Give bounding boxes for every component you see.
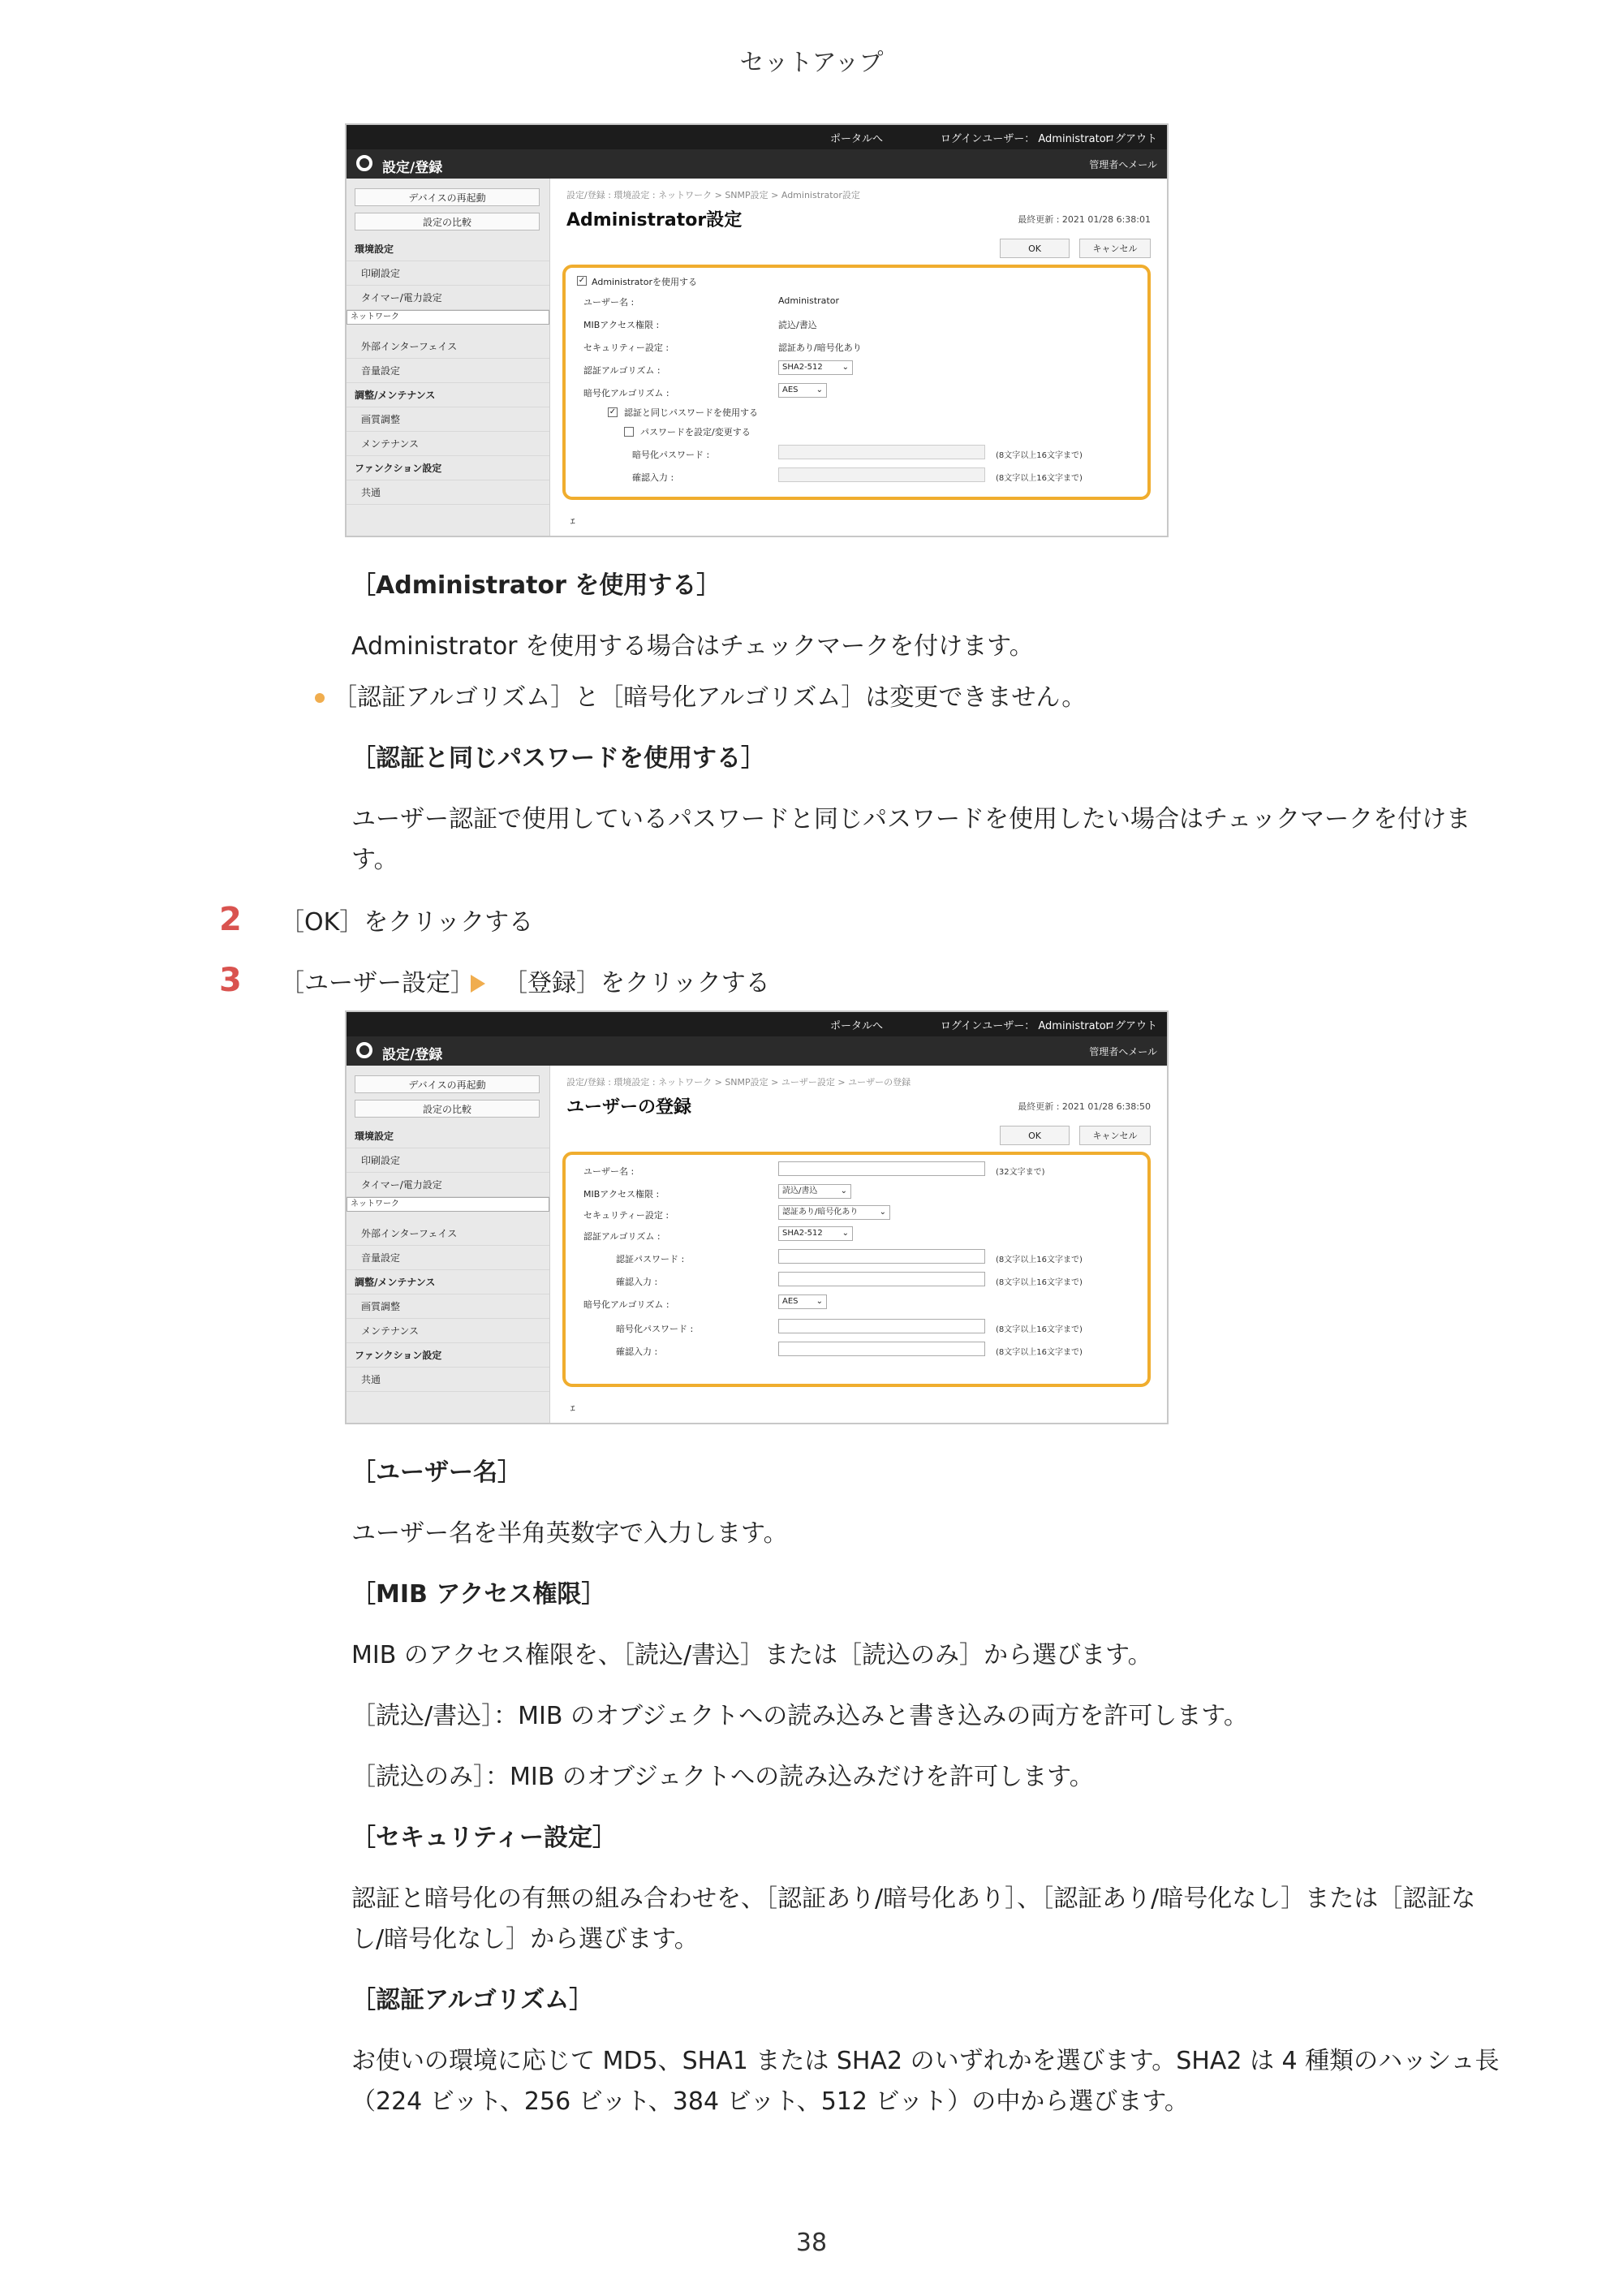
login-user: ログインユーザー： Administrator bbox=[940, 1020, 1110, 1032]
chevron-down-icon: ⌄ bbox=[842, 1229, 849, 1238]
title-bar bbox=[347, 1036, 1167, 1066]
enc-algorithm-select[interactable] bbox=[778, 1294, 827, 1309]
arrow-right-icon bbox=[471, 975, 485, 993]
desc-line: お使いの環境に応じて MD5、SHA1 または SHA2 のいずれかを選びます。SHA2 は 4 種類のハッシュ長（224 ビット、256 ビット、384 ビット、512 ビット）の中から選びます。 bbox=[351, 2047, 1500, 2116]
mib-access-value: 読込/書込 bbox=[778, 320, 817, 330]
auth-password-label: 認証パスワード : bbox=[616, 1254, 685, 1264]
gear-icon bbox=[356, 155, 372, 171]
password-note: (8文字以上16文字まで) bbox=[996, 474, 1083, 483]
desc-line: ［読込/書込］：MIB のオブジェクトへの読み込みと書き込みの両方を許可します。 bbox=[351, 1702, 1248, 1730]
auth-algorithm-select[interactable] bbox=[778, 360, 853, 375]
same-password-label: 認証と同じパスワードを使用する bbox=[624, 407, 758, 418]
portal-link[interactable]: ポータルへ bbox=[829, 133, 883, 145]
enc-password-label: 暗号化パスワード : bbox=[632, 450, 710, 460]
logout-link[interactable]: ログアウト bbox=[1104, 133, 1157, 145]
note-bullet-text: ［認証アルゴリズム］と［暗号化アルゴリズム］は変更できません。 bbox=[333, 683, 1087, 712]
use-admin-checkbox[interactable]: ✓ bbox=[578, 276, 586, 285]
confirm-enc-password-input[interactable] bbox=[778, 1342, 985, 1356]
select-value: SHA2-512 bbox=[782, 363, 823, 372]
page-number: 38 bbox=[795, 2229, 828, 2257]
last-updated: 最終更新 : 2021 01/28 6:38:01 bbox=[1018, 214, 1151, 225]
password-note: (8文字以上16文字まで) bbox=[996, 1256, 1083, 1264]
step-text-part-a: ［ユーザー設定］ bbox=[280, 969, 475, 997]
main-panel bbox=[550, 1066, 1167, 1423]
field-label: 暗号化アルゴリズム : bbox=[583, 388, 669, 398]
security-label: セキュリティー設定 : bbox=[583, 1210, 669, 1221]
logout-link[interactable]: ログアウト bbox=[1104, 1020, 1157, 1032]
same-password-checkbox[interactable]: ✓ bbox=[609, 407, 617, 416]
step-text: ［OK］をクリックする bbox=[280, 908, 534, 937]
desc-heading-security: ［セキュリティー設定］ bbox=[351, 1824, 617, 1852]
user-name-input[interactable] bbox=[778, 1161, 985, 1176]
enc-algorithm-label: 暗号化アルゴリズム : bbox=[583, 1299, 669, 1310]
portal-link[interactable]: ポータルへ bbox=[829, 1020, 883, 1032]
security-select[interactable] bbox=[778, 1205, 890, 1220]
sidebar-section-maintenance: 調整/メンテナンス bbox=[347, 383, 549, 407]
auth-password-input[interactable] bbox=[778, 1249, 985, 1264]
enc-password-input[interactable] bbox=[778, 445, 985, 459]
mib-access-label: MIBアクセス権限 : bbox=[583, 1189, 660, 1200]
field-label: 認証アルゴリズム : bbox=[583, 365, 661, 376]
user-name-value: Administrator bbox=[778, 295, 839, 306]
app-title: 設定/登録 bbox=[382, 160, 443, 176]
highlight-frame bbox=[562, 265, 1151, 500]
select-value: SHA2-512 bbox=[782, 1229, 823, 1238]
confirm-auth-password-input[interactable] bbox=[778, 1272, 985, 1286]
page-title: Administrator設定 bbox=[566, 210, 743, 230]
section-body-same-password: ユーザー認証で使用しているパスワードと同じパスワードを使用したい場合はチェックマークを付けます。 bbox=[351, 805, 1471, 874]
breadcrumb: 設定/登録 : 環境設定 : ネットワーク > SNMP設定 > Administrator設定 bbox=[566, 190, 860, 200]
sidebar-section-maintenance: 調整/メンテナンス bbox=[347, 1270, 549, 1294]
security-value: 認証あり/暗号化あり bbox=[778, 342, 862, 353]
app-title: 設定/登録 bbox=[382, 1047, 443, 1063]
desc-heading-mib-access: ［MIB アクセス権限］ bbox=[351, 1580, 606, 1609]
set-password-label: パスワードを設定/変更する bbox=[640, 427, 751, 437]
admin-mail-link[interactable]: 管理者へメール bbox=[1089, 159, 1157, 170]
select-value: 読込/書込 bbox=[782, 1187, 818, 1195]
bullet-icon bbox=[315, 693, 325, 703]
desc-line: ユーザー名を半角英数字で入力します。 bbox=[351, 1519, 788, 1548]
sidebar-item-image-quality[interactable]: 画質調整 bbox=[347, 1294, 549, 1319]
sidebar-item-network[interactable]: ネットワーク bbox=[347, 1197, 549, 1212]
auth-algorithm-label: 認証アルゴリズム : bbox=[583, 1231, 661, 1242]
user-name-note: (32文字まで) bbox=[996, 1168, 1045, 1177]
step-number: 2 bbox=[219, 901, 242, 938]
password-note: (8文字以上16文字まで) bbox=[996, 1348, 1083, 1357]
breadcrumb: 設定/登録 : 環境設定 : ネットワーク > SNMP設定 > ユーザー設定 > ユーザーの登録 bbox=[566, 1077, 911, 1088]
section-body-use-admin: Administrator を使用する場合はチェックマークを付けます。 bbox=[351, 632, 1034, 661]
sidebar-section-function: ファンクション設定 bbox=[347, 456, 549, 480]
select-value: AES bbox=[782, 1297, 799, 1306]
chevron-down-icon: ⌄ bbox=[840, 1187, 847, 1195]
compare-settings-button[interactable]: 設定の比較 bbox=[355, 1100, 540, 1118]
password-note: (8文字以上16文字まで) bbox=[996, 1278, 1083, 1287]
password-note: (8文字以上16文字まで) bbox=[996, 451, 1083, 460]
set-password-checkbox[interactable] bbox=[624, 427, 634, 437]
sidebar-item-print[interactable]: 印刷設定 bbox=[347, 1148, 549, 1173]
sidebar-item-timer[interactable]: タイマー/電力設定 bbox=[347, 286, 549, 310]
section-heading-use-admin: ［Administrator を使用する］ bbox=[351, 571, 721, 600]
admin-mail-link[interactable]: 管理者へメール bbox=[1089, 1046, 1157, 1058]
footer-mark: ｴ bbox=[570, 1403, 575, 1414]
desc-line: 認証と暗号化の有無の組み合わせを、［認証あり/暗号化あり］、［認証あり/暗号化なし］または［認証なし/暗号化なし］から選びます。 bbox=[351, 1885, 1476, 1954]
field-label: MIBアクセス権限 : bbox=[583, 320, 660, 330]
cancel-button[interactable]: キャンセル bbox=[1079, 1126, 1151, 1145]
enc-algorithm-select[interactable] bbox=[778, 383, 827, 398]
mib-access-select[interactable] bbox=[778, 1184, 851, 1199]
confirm-label: 確認入力 : bbox=[616, 1346, 658, 1357]
top-bar bbox=[347, 125, 1167, 149]
sidebar-item-maintenance[interactable]: メンテナンス bbox=[347, 432, 549, 456]
sidebar-section-function: ファンクション設定 bbox=[347, 1343, 549, 1368]
desc-line: MIB のアクセス権限を、［読込/書込］または［読込のみ］から選びます。 bbox=[351, 1641, 1152, 1669]
chevron-down-icon: ⌄ bbox=[879, 1208, 886, 1217]
field-label: ユーザー名 : bbox=[583, 297, 635, 308]
password-note: (8文字以上16文字まで) bbox=[996, 1325, 1083, 1334]
confirm-label: 確認入力 : bbox=[632, 472, 674, 483]
top-bar bbox=[347, 1012, 1167, 1036]
last-updated: 最終更新 : 2021 01/28 6:38:50 bbox=[1018, 1101, 1151, 1112]
enc-password-input[interactable] bbox=[778, 1319, 985, 1333]
page-title: ユーザーの登録 bbox=[566, 1097, 692, 1118]
sidebar-item-volume[interactable]: 音量設定 bbox=[347, 359, 549, 383]
main-panel bbox=[550, 179, 1167, 536]
gear-icon bbox=[356, 1042, 372, 1058]
ok-button[interactable]: OK bbox=[1000, 1126, 1070, 1145]
sidebar bbox=[347, 179, 550, 536]
restart-device-button[interactable]: デバイスの再起動 bbox=[355, 1075, 540, 1093]
login-user: ログインユーザー： Administrator bbox=[940, 133, 1110, 145]
step-number: 3 bbox=[219, 962, 242, 999]
sidebar-item-print[interactable]: 印刷設定 bbox=[347, 261, 549, 286]
page-header: セットアップ bbox=[739, 49, 884, 77]
sidebar bbox=[347, 1066, 550, 1423]
sidebar-item-common[interactable]: 共通 bbox=[347, 1368, 549, 1392]
desc-line: ［読込のみ］：MIB のオブジェクトへの読み込みだけを許可します。 bbox=[351, 1763, 1094, 1791]
enc-password-label: 暗号化パスワード : bbox=[616, 1324, 694, 1334]
sidebar-item-maintenance[interactable]: メンテナンス bbox=[347, 1319, 549, 1343]
select-value: 認証あり/暗号化あり bbox=[782, 1208, 859, 1217]
desc-heading-auth-algorithm: ［認証アルゴリズム］ bbox=[351, 1986, 594, 2014]
use-admin-label: Administratorを使用する bbox=[592, 277, 697, 287]
restart-device-button[interactable]: デバイスの再起動 bbox=[355, 188, 540, 206]
chevron-down-icon: ⌄ bbox=[816, 386, 823, 394]
section-heading-same-password: ［認証と同じパスワードを使用する］ bbox=[351, 744, 765, 773]
sidebar-item-common[interactable]: 共通 bbox=[347, 480, 549, 505]
sidebar-item-network[interactable]: ネットワーク bbox=[347, 310, 549, 325]
chevron-down-icon: ⌄ bbox=[816, 1297, 823, 1306]
chevron-down-icon: ⌄ bbox=[842, 363, 849, 372]
sidebar-item-timer[interactable]: タイマー/電力設定 bbox=[347, 1173, 549, 1197]
sidebar-item-image-quality[interactable]: 画質調整 bbox=[347, 407, 549, 432]
sidebar-item-interface[interactable]: 外部インターフェイス bbox=[347, 1221, 549, 1246]
sidebar-section-environment: 環境設定 bbox=[347, 1124, 549, 1148]
footer-mark: ｴ bbox=[570, 516, 575, 527]
step-text-part-b: ［登録］をクリックする bbox=[503, 969, 770, 997]
ok-button[interactable]: OK bbox=[1000, 239, 1070, 258]
auth-algorithm-select[interactable] bbox=[778, 1226, 853, 1241]
desc-heading-user-name: ［ユーザー名］ bbox=[351, 1458, 522, 1487]
highlight-frame bbox=[562, 1152, 1151, 1387]
compare-settings-button[interactable]: 設定の比較 bbox=[355, 213, 540, 230]
screenshot-user-registration bbox=[345, 1010, 1169, 1424]
confirm-password-input[interactable] bbox=[778, 467, 985, 482]
select-value: AES bbox=[782, 386, 799, 394]
user-name-label: ユーザー名 : bbox=[583, 1166, 635, 1177]
sidebar-section-environment: 環境設定 bbox=[347, 237, 549, 261]
cancel-button[interactable]: キャンセル bbox=[1079, 239, 1151, 258]
screenshot-administrator-settings bbox=[345, 123, 1169, 537]
confirm-label: 確認入力 : bbox=[616, 1277, 658, 1287]
title-bar bbox=[347, 149, 1167, 179]
sidebar-item-interface[interactable]: 外部インターフェイス bbox=[347, 334, 549, 359]
field-label: セキュリティー設定 : bbox=[583, 342, 669, 353]
sidebar-item-volume[interactable]: 音量設定 bbox=[347, 1246, 549, 1270]
